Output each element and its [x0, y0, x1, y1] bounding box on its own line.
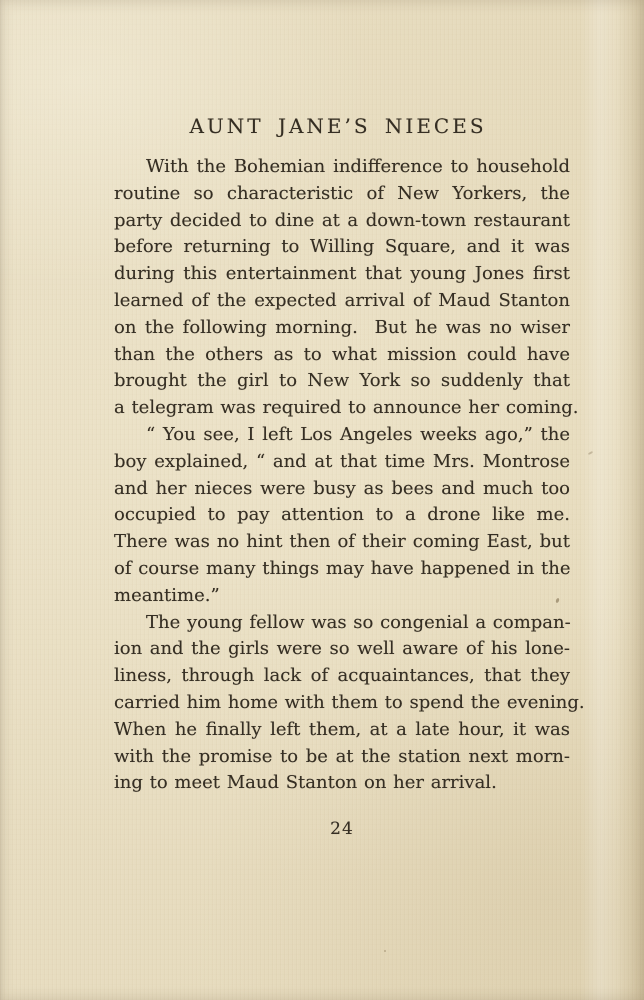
text-line: meantime.” [114, 584, 220, 606]
paper-speck [384, 950, 386, 952]
text-line: with the promise to be at the station next morn- [114, 745, 570, 767]
text-line: party decided to dine at a down-town restaurant [114, 209, 570, 231]
text-line: boy explained, “ and at that time Mrs. Montrose [114, 450, 570, 472]
text-line: There was no hint then of their coming East, but [114, 531, 570, 553]
text-line: The young fellow was so congenial a compan- [146, 611, 571, 633]
page-number: 24 [330, 819, 354, 840]
text-line: “ You see, I left Los Angeles weeks ago,” the [146, 423, 570, 445]
text-line: learned of the expected arrival of Maud Stanton [114, 289, 570, 311]
text-line: during this entertainment that young Jones first [114, 263, 570, 285]
text-line: carried him home with them to spend the evening. [114, 691, 585, 713]
text-line: occupied to pay attention to a drone like me. [114, 504, 570, 526]
text-line: With the Bohemian indifference to household [146, 156, 570, 177]
text-line: brought the girl to New York so suddenly that [114, 370, 570, 392]
text-line: on the following morning. But he was no wiser [114, 316, 570, 338]
paragraph [114, 154, 579, 422]
paragraph [114, 422, 570, 610]
text-line: and her nieces were busy as bees and much too [114, 477, 570, 499]
text-line: When he finally left them, at a late hour, it was [114, 718, 570, 740]
text-line: of course many things may have happened in the [114, 557, 571, 579]
text-line: before returning to Willing Square, and it was [114, 236, 570, 258]
text-line: a telegram was required to announce her coming. [114, 397, 579, 419]
running-head: AUNT JANE’S NIECES [189, 114, 487, 138]
paragraph [114, 610, 585, 798]
text-line: liness, through lack of acquaintances, that they [114, 665, 570, 687]
text-line: than the others as to what mission could have [114, 343, 570, 365]
text-line: ing to meet Maud Stanton on her arrival. [114, 772, 497, 794]
page-text [0, 154, 644, 797]
text-line: ion and the girls were so well aware of his lone- [114, 638, 570, 660]
text-line: routine so characteristic of New Yorkers, the [114, 182, 570, 204]
